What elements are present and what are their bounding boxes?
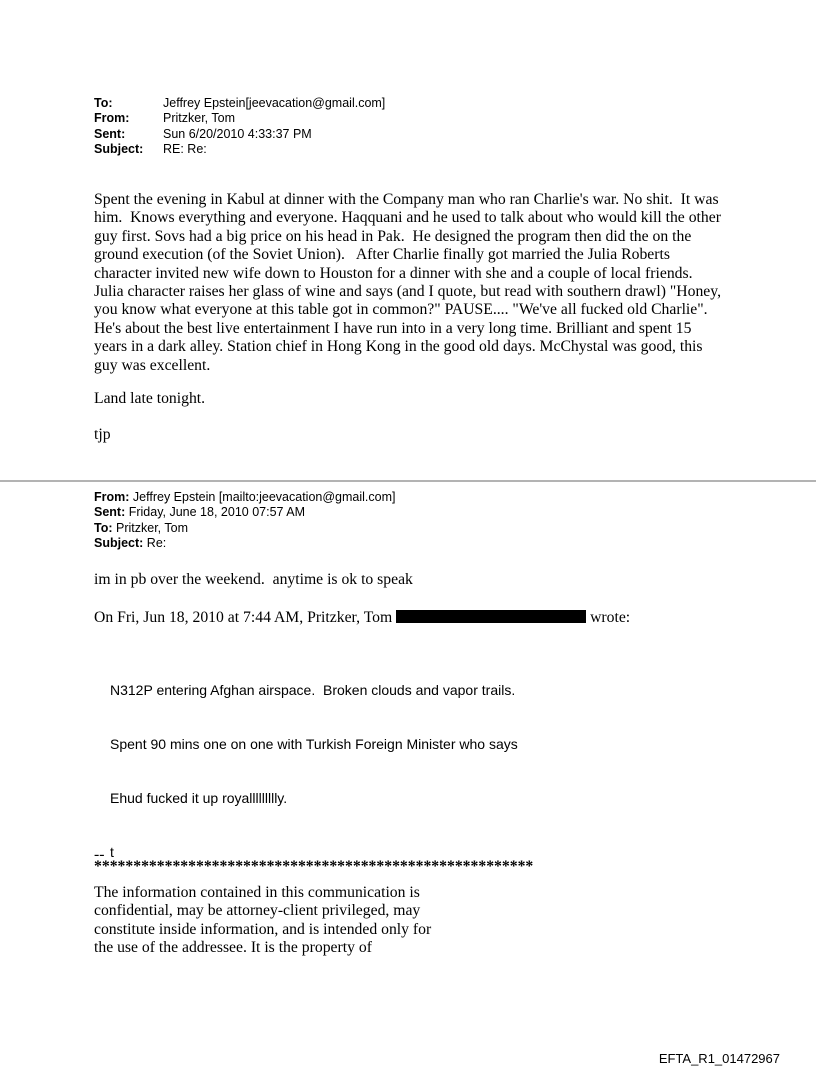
header-row-from <box>94 111 385 126</box>
quote-intro-pre: On Fri, Jun 18, 2010 at 7:44 AM, Pritzker, Tom <box>94 609 397 626</box>
section-divider <box>0 480 816 482</box>
signature-separator: -- <box>94 846 105 863</box>
disclaimer-line: constitute inside information, and is intended only for <box>94 920 432 938</box>
email1-signature: tjp <box>94 426 111 443</box>
confidentiality-disclaimer <box>94 884 431 958</box>
disclaimer-line: the use of the addressee. It is the property of <box>94 939 372 957</box>
email2-header-block <box>94 490 395 551</box>
disclaimer-line: The information contained in this communication is <box>94 884 420 901</box>
header-label-to: To: <box>94 96 113 110</box>
header-label-subject: Subject: <box>94 535 144 550</box>
email1-closing-line: Land late tonight. <box>94 390 206 407</box>
header-label-from: From: <box>94 490 130 504</box>
header-value-subject: RE: Re: <box>163 141 207 156</box>
quoted-line: N312P entering Afghan airspace. Broken clouds and vapor trails. <box>110 682 516 698</box>
header-label-from: From: <box>94 111 130 126</box>
header-value-to: Jeffrey Epstein[jeevacation@gmail.com] <box>163 96 386 110</box>
header-label-sent: Sent: <box>94 126 126 141</box>
header-value-from: Pritzker, Tom <box>163 111 236 126</box>
quote-intro-line <box>94 609 630 627</box>
header-value-subject: Re: <box>146 535 167 550</box>
header-label-sent: Sent: <box>94 505 126 520</box>
document-id-label: EFTA_R1_01472967 <box>658 1051 780 1066</box>
quoted-line: t <box>110 844 114 860</box>
header-row-sent <box>94 505 395 520</box>
header-row-to <box>94 96 385 111</box>
header-label-to: To: <box>94 520 113 535</box>
disclaimer-line: confidential, may be attorney-client privileged, may <box>94 902 421 920</box>
email1-header-block <box>94 96 385 157</box>
header-row-subject <box>94 142 385 157</box>
email1-body-paragraph: Spent the evening in Kabul at dinner with the Company man who ran Charlie's war. No shit. It was him. Knows everything and everyone. Haqquani and he used to talk about who would kill the other guy first. Sovs had a big price on his head in Pak. He designed the program then did the on the ground execution (of the Soviet Union). After Charlie finally got married the Julia Roberts character invited new wife down to Houston for a dinner with she and a couple of local friends. Julia character raises her glass of wine and says (and I quote, but read with southern drawl) "Honey, you know what everyone at this table got in common?" PAUSE.... "We've all fucked old Charlie". He's about the best live entertainment I have run into in a very long time. Brilliant and spent 15 years in a dark alley. Station chief in Hong Kong in the good old days. McChystal was good, this guy was excellent. <box>94 191 728 374</box>
email2-body-line: im in pb over the weekend. anytime is ok to speak <box>94 571 413 588</box>
header-value-sent: Sun 6/20/2010 4:33:37 PM <box>163 126 312 141</box>
header-row-from <box>94 490 395 505</box>
quoted-line: Spent 90 mins one on one with Turkish Foreign Minister who says <box>110 736 518 752</box>
header-value-from: Jeffrey Epstein [mailto:jeevacation@gmail.com] <box>132 490 396 504</box>
quoted-line: Ehud fucked it up royallllllllly. <box>110 790 288 806</box>
header-row-sent <box>94 127 385 142</box>
quote-intro-post: wrote: <box>586 609 631 626</box>
header-value-to: Pritzker, Tom <box>116 520 189 535</box>
header-row-to <box>94 521 395 536</box>
asterisk-divider: ******************************************************** <box>94 858 534 875</box>
header-value-sent: Friday, June 18, 2010 07:57 AM <box>128 505 306 520</box>
redaction-bar <box>396 610 586 623</box>
header-label-subject: Subject: <box>94 141 144 156</box>
header-row-subject <box>94 536 395 551</box>
